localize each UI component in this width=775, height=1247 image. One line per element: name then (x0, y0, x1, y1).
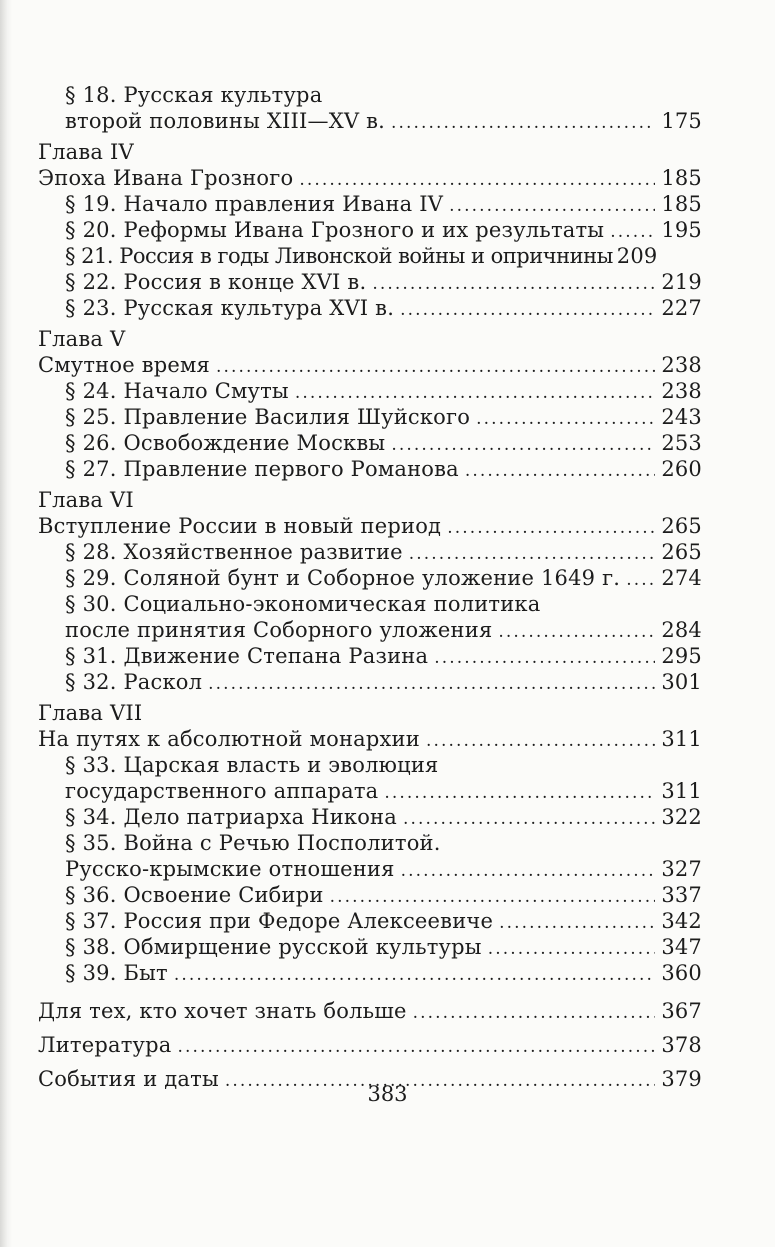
toc-chapter-6[interactable] (38, 513, 702, 539)
toc-entry-title: § 21. Россия в годы Ливонской войны и опричнины (65, 244, 613, 268)
toc-page-number: 327 (661, 857, 702, 881)
page-edge-shadow (0, 0, 12, 1247)
toc-entry-38[interactable] (38, 934, 702, 960)
toc-entry-title: § 35. Война с Речью Посполитой. (65, 831, 441, 855)
toc-page-number: 322 (661, 805, 702, 829)
toc-page-number: 311 (661, 779, 702, 803)
toc-entry-title: § 27. Правление первого Романова (65, 457, 459, 481)
toc-chapter-4[interactable] (38, 165, 702, 191)
chapter-label-4 (38, 139, 702, 165)
toc-entry-title: События и даты (38, 1067, 219, 1091)
toc-entry-32[interactable] (38, 669, 702, 695)
toc-page-number: 209 (616, 244, 658, 268)
toc-entry-21[interactable] (38, 243, 702, 269)
toc-entry-title: после принятия Соборного уложения (65, 618, 493, 642)
toc-page-number: 238 (661, 379, 702, 403)
leader-dots (499, 910, 655, 936)
chapter-title: Эпоха Ивана Грозного (38, 166, 294, 190)
toc-entry-title: § 29. Соляной бунт и Соборное уложение 1649 г. (65, 566, 621, 590)
toc-entry-28[interactable] (38, 539, 702, 565)
leader-dots (391, 110, 655, 136)
toc-entry-30-line1 (38, 591, 702, 617)
toc-entry-title: § 30. Социально-экономическая политика (65, 592, 541, 616)
toc-page-number: 379 (661, 1067, 702, 1091)
toc-entry-title: § 19. Начало правления Ивана IV (65, 192, 444, 216)
toc-page-number: 253 (661, 431, 702, 455)
chapter-label-5 (38, 326, 702, 352)
toc-entry-24[interactable] (38, 378, 702, 404)
leader-dots (372, 271, 655, 297)
toc-page-number: 347 (661, 935, 702, 959)
toc-entry-title: § 33. Царская власть и эволюция (65, 753, 439, 777)
toc-entry-30-line2[interactable] (38, 617, 702, 643)
leader-dots (449, 193, 655, 219)
toc-more[interactable] (38, 998, 702, 1024)
leader-dots (391, 432, 655, 458)
toc-entry-22[interactable] (38, 269, 702, 295)
toc-chapter-5[interactable] (38, 352, 702, 378)
toc-entry-title: Литература (38, 1033, 172, 1057)
leader-dots (413, 1000, 656, 1026)
chapter-title: Смутное время (38, 353, 210, 377)
toc-entry-title: § 25. Правление Василия Шуйского (65, 405, 471, 429)
toc-page-number: 185 (661, 166, 702, 190)
toc-page-number: 337 (661, 883, 702, 907)
toc-page-number: 175 (661, 109, 702, 133)
toc-page-number: 342 (661, 909, 702, 933)
leader-dots (465, 458, 655, 484)
toc-entry-26[interactable] (38, 430, 702, 456)
leader-dots (610, 219, 655, 245)
toc-chapter-7[interactable] (38, 726, 702, 752)
toc-entry-23[interactable] (38, 295, 702, 321)
toc-entry-27[interactable] (38, 456, 702, 482)
leader-dots (488, 936, 656, 962)
toc-entry-title: Для тех, кто хочет знать больше (38, 999, 407, 1023)
chapter-label: Глава V (38, 327, 126, 351)
toc-entry-title: § 22. Россия в конце XVI в. (65, 270, 367, 294)
toc-entry-title: Русско-крымские отношения (65, 857, 395, 881)
chapter-label-6 (38, 487, 702, 513)
page-number: 383 (367, 1082, 408, 1106)
toc-entry-title: § 20. Реформы Ивана Грозного и их результаты (65, 218, 605, 242)
toc-page-number: 274 (661, 566, 702, 590)
toc-page-number: 195 (661, 218, 702, 242)
toc-page-number: 284 (661, 618, 702, 642)
toc-entry-31[interactable] (38, 643, 702, 669)
leader-dots (401, 858, 656, 884)
toc-entry-title: § 38. Обмирщение русской культуры (65, 935, 482, 959)
toc-entry-title: § 34. Дело патриарха Никона (65, 805, 397, 829)
toc-page-number: 260 (661, 457, 702, 481)
toc-entry-title: § 36. Освоение Сибири (65, 883, 324, 907)
leader-dots (476, 406, 655, 432)
leader-dots (295, 380, 655, 406)
toc-entry-33-line1 (38, 752, 702, 778)
leader-dots (626, 567, 655, 593)
toc-page-number: 367 (661, 999, 702, 1023)
toc-entry-34[interactable] (38, 804, 702, 830)
chapter-label: Глава VI (38, 488, 134, 512)
toc-entry-33-line2[interactable] (38, 778, 702, 804)
chapter-label: Глава IV (38, 140, 134, 164)
toc-entry-37[interactable] (38, 908, 702, 934)
toc-entry-title: второй половины XIII—XV в. (65, 109, 385, 133)
toc-page-number: 295 (661, 644, 702, 668)
toc-page-number: 243 (661, 405, 702, 429)
toc-page-number: 378 (661, 1033, 702, 1057)
toc-entry-title: государственного аппарата (65, 779, 379, 803)
table-of-contents (38, 82, 702, 1092)
toc-entry-title: § 26. Освобождение Москвы (65, 431, 386, 455)
leader-dots (409, 541, 656, 567)
leader-dots (208, 671, 655, 697)
toc-entry-18-line2[interactable] (38, 108, 702, 134)
toc-entry-39[interactable] (38, 960, 702, 986)
toc-entry-title: § 18. Русская культура (65, 83, 323, 107)
toc-page-number: 185 (661, 192, 702, 216)
leader-dots (400, 297, 655, 323)
toc-page-number: 360 (661, 961, 702, 985)
toc-page-number: 238 (661, 353, 702, 377)
leader-dots (216, 354, 655, 380)
toc-entry-36[interactable] (38, 882, 702, 908)
toc-page-number: 301 (661, 670, 702, 694)
chapter-title: Вступление России в новый период (38, 514, 442, 538)
leader-dots (330, 884, 656, 910)
toc-page-number: 265 (661, 540, 702, 564)
toc-literature[interactable] (38, 1032, 702, 1058)
leader-dots (299, 167, 655, 193)
toc-entry-35-line1 (38, 830, 702, 856)
leader-dots (174, 962, 656, 988)
chapter-title: На путях к абсолютной монархии (38, 727, 420, 751)
leader-dots (434, 645, 655, 671)
chapter-label-7 (38, 700, 702, 726)
toc-entry-title: § 28. Хозяйственное развитие (65, 540, 403, 564)
toc-entry-20[interactable] (38, 217, 702, 243)
leader-dots (177, 1034, 655, 1060)
toc-entry-title: § 37. Россия при Федоре Алексеевиче (65, 909, 494, 933)
toc-entry-title: § 32. Раскол (65, 670, 203, 694)
toc-entry-25[interactable] (38, 404, 702, 430)
chapter-label: Глава VII (38, 701, 143, 725)
toc-page-number: 219 (661, 270, 702, 294)
toc-page-number: 311 (661, 727, 702, 751)
leader-dots (384, 780, 655, 806)
toc-entry-title: § 39. Быт (65, 961, 168, 985)
leader-dots (426, 728, 655, 754)
leader-dots (498, 619, 655, 645)
toc-page-number: 265 (661, 514, 702, 538)
toc-entry-29[interactable] (38, 565, 702, 591)
toc-entry-35-line2[interactable] (38, 856, 702, 882)
toc-entry-18-line1 (38, 82, 702, 108)
toc-entry-title: § 23. Русская культура XVI в. (65, 296, 395, 320)
toc-entry-title: § 31. Движение Степана Разина (65, 644, 429, 668)
toc-entry-19[interactable] (38, 191, 702, 217)
leader-dots (447, 515, 655, 541)
toc-entry-title: § 24. Начало Смуты (65, 379, 289, 403)
leader-dots (403, 806, 655, 832)
toc-page-number: 227 (661, 296, 702, 320)
